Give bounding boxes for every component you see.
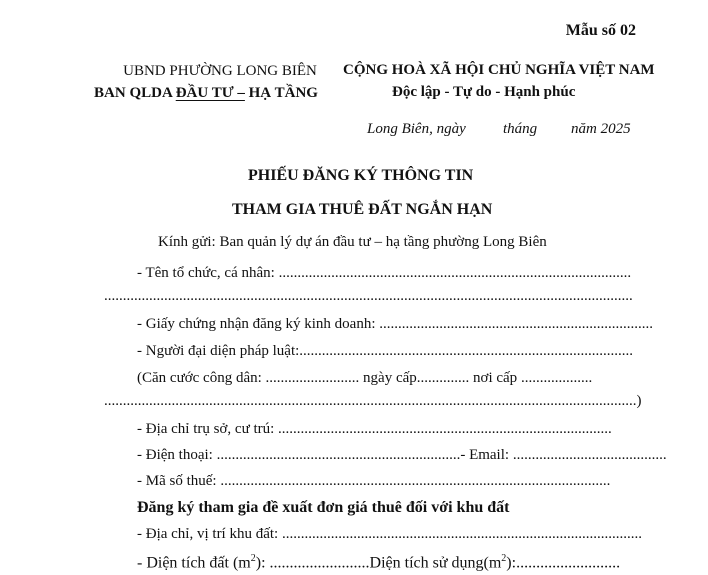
form-title-line-2: THAM GIA THUÊ ĐẤT NGẮN HẠN [232,201,493,218]
fill-dots: ......................................................................................... [299,343,634,359]
field-land-location: - Địa chỉ, vị trí khu đất: ................................................................................................ [137,526,642,542]
fill-dots: ......................................................................... [379,316,653,332]
field-citizen-cont: ..............................................................................................................................................) [104,393,642,409]
fill-dots: ................................................................................................ [281,526,642,542]
field-legal-rep: - Người đại diện pháp luật:......................................................................................... [137,343,634,359]
section-title: Đăng ký tham gia đề xuất đơn giá thuê đối với khu đất [137,499,510,516]
issuer-line-2: BAN QLDA ĐẦU TƯ – HẠ TẦNG [94,85,318,101]
field-address: - Địa chỉ trụ sở, cư trú: ......................................................................................... [137,421,612,437]
field-citizen-id: (Căn cước công dân: ......................... ngày cấp.............. nơi cấp ................... [137,370,593,386]
field-org-name-cont: ............................................................................................................................................. [104,288,633,304]
field-org-name: - Tên tổ chức, cá nhân: .............................................................................................. [137,265,632,281]
issuer-line-1: UBND PHƯỜNG LONG BIÊN [123,63,317,79]
fill-dots: ......................................................................................... [278,421,612,437]
date-year: năm 2025 [571,121,631,137]
national-motto: Độc lập - Tự do - Hạnh phúc [392,84,576,100]
fill-dots: ........................................................................................................ [220,473,611,489]
field-phone-email: - Điện thoại: .................................................................- Email: ......................................... [137,447,667,463]
form-title-line-1: PHIẾU ĐĂNG KÝ THÔNG TIN [248,167,474,184]
recipient: Kính gửi: Ban quản lý dự án đầu tư – hạ tầng phường Long Biên [158,234,547,250]
date-month: tháng [503,121,538,137]
national-title: CỘNG HOÀ XÃ HỘI CHỦ NGHĨA VIỆT NAM [343,62,655,78]
field-tax-code: - Mã số thuế: ........................................................................................................ [137,473,611,489]
fill-dots: .............................................................................................. [278,265,632,281]
form-number: Mẫu số 02 [565,22,636,39]
date-place: Long Biên, ngày [367,121,466,137]
field-business-cert: - Giấy chứng nhận đăng ký kinh doanh: ......................................................................... [137,316,653,332]
field-land-area: - Diện tích đất $(m^2)$: .........................Diện tích sử $dụng(m^2)$:.......................... [137,553,621,572]
